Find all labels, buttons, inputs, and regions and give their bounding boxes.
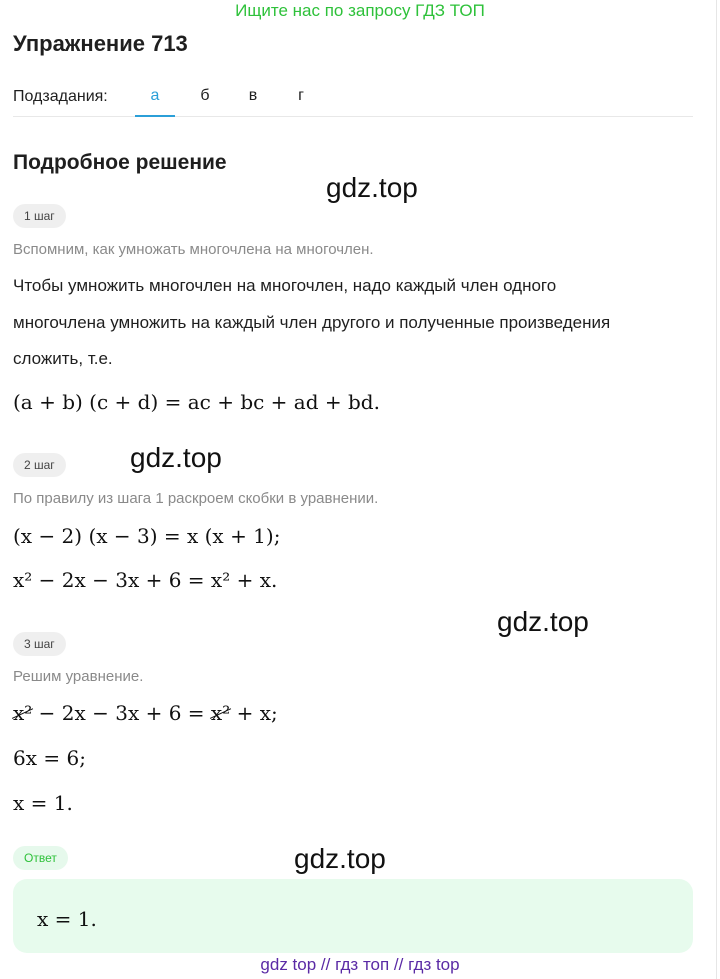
promo-banner[interactable]: Ищите нас по запросу ГДЗ ТОП [235,1,485,20]
step-text-line: Чтобы умножить многочлен на многочлен, надо каждый член одного [13,276,557,295]
watermark: gdz.top [294,843,386,874]
tab-g[interactable]: г [298,87,304,104]
formula-cancelled [13,701,278,725]
answer-box [13,879,693,953]
answer-formula: x = 1. [37,907,97,931]
footer-links[interactable]: gdz top // гдз топ // гдз top [260,955,460,974]
step-text-line: сложить, т.е. [13,349,113,368]
tab-b[interactable]: б [200,87,210,104]
formula: x² − 2x − 3x + 6 = x² + x. [13,568,278,592]
formula-text: x² − 2x − 3x + 6 = x² + x; [13,701,278,725]
subtasks-bar [13,86,693,117]
watermark: gdz.top [497,606,589,637]
formula: (a + b) (c + d) = ac + bc + ad + bd. [13,390,380,414]
section-title: Подробное решение [13,151,227,174]
subtasks-label: Подзадания: [13,88,108,105]
formula: (x − 2) (x − 3) = x (x + 1); [13,524,281,548]
step-hint: Вспомним, как умножать многочлена на многочлен. [13,241,374,258]
step-hint: По правилу из шага 1 раскроем скобки в уравнении. [13,490,379,507]
step-badge: 2 шаг [13,453,66,477]
formula: x = 1. [13,791,73,815]
tab-v[interactable]: в [248,87,258,104]
scrollbar-edge[interactable] [716,0,717,979]
page-title: Упражнение 713 [13,31,188,56]
tab-a[interactable]: а [135,86,175,117]
step-text-line: многочлена умножить на каждый член другого и полученные произведения [13,313,611,332]
watermark: gdz.top [326,172,418,203]
step-badge: 3 шаг [13,632,66,656]
formula: 6x = 6; [13,746,86,770]
answer-badge: Ответ [13,846,68,870]
step-badge: 1 шаг [13,204,66,228]
step-hint: Решим уравнение. [13,668,144,685]
watermark: gdz.top [130,442,222,473]
